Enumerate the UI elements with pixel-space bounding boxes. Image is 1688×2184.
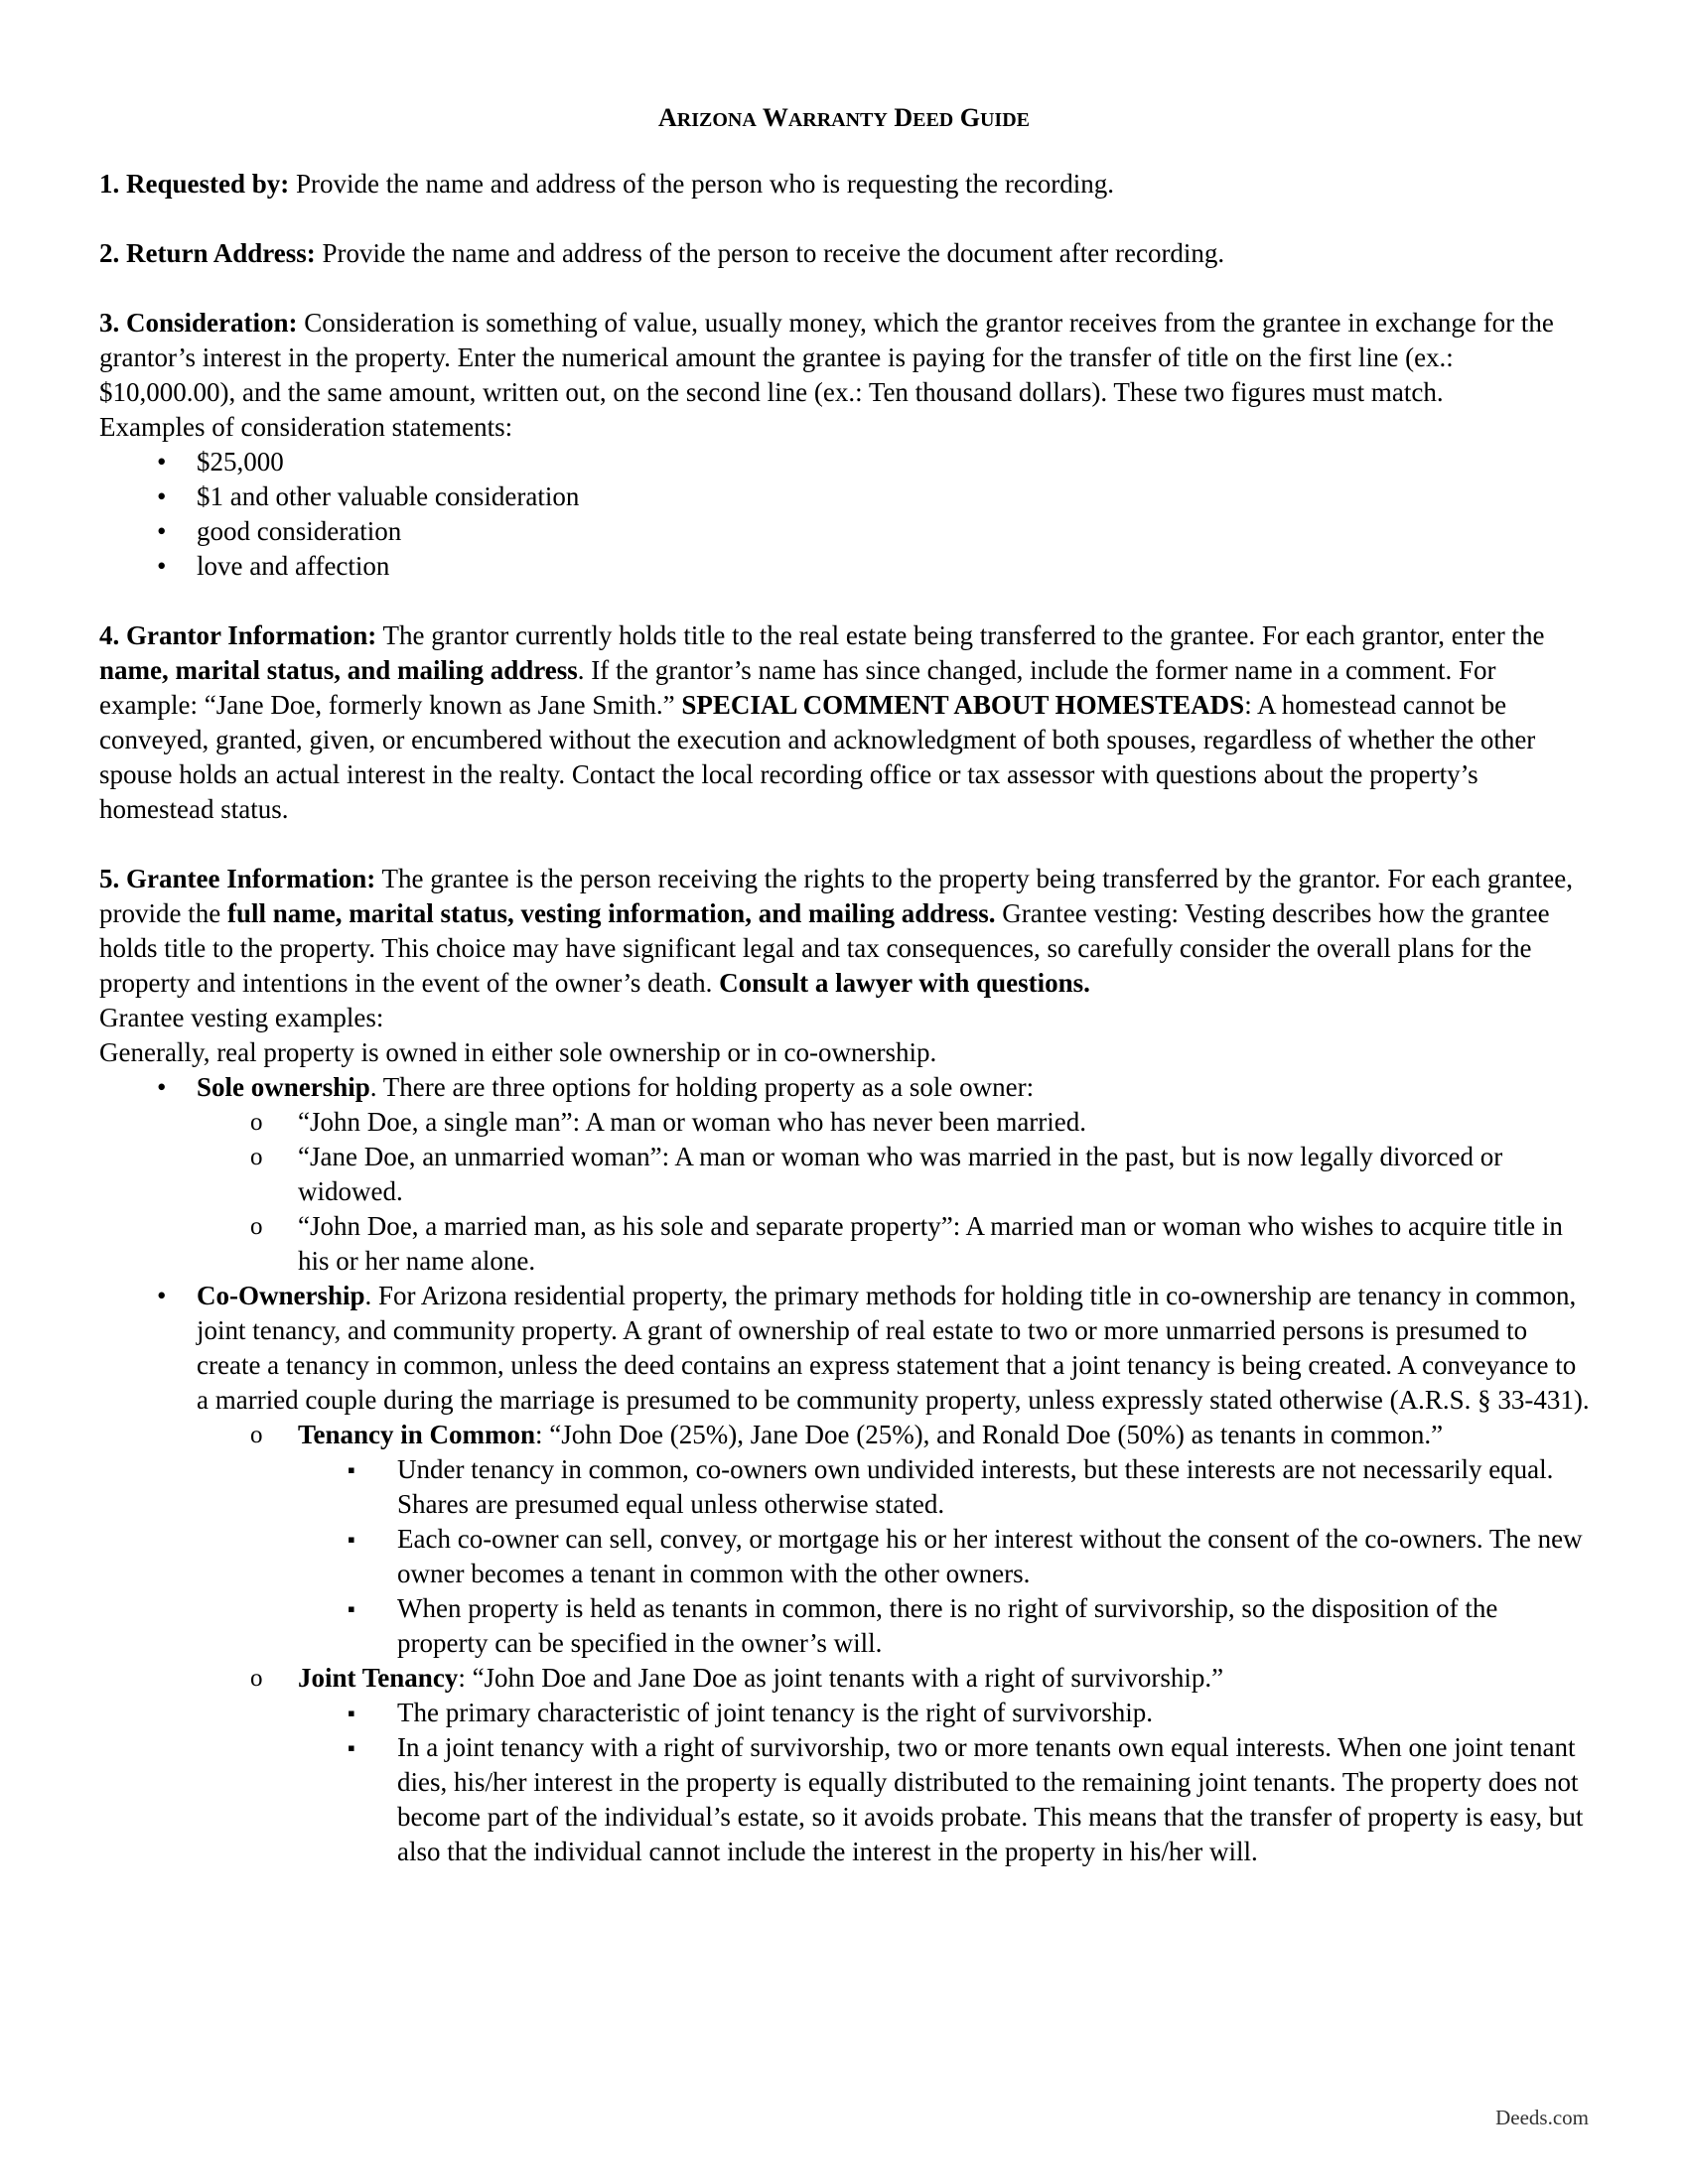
consideration-examples-intro: Examples of consideration statements:	[99, 412, 513, 442]
tenancy-in-common-item: o Tenancy in Common: “John Doe (25%), Jane Doe (25%), and Ronald Doe (50%) as tenants in common.”	[99, 1418, 1594, 1452]
sole-ownership-item: • Sole ownership. There are three options for holding property as a sole owner:	[99, 1070, 1594, 1105]
section-label: 3. Consideration:	[99, 308, 298, 338]
list-item: o “John Doe, a married man, as his sole and separate property”: A married man or woman who wishes to acquire title in his or her name alone.	[99, 1209, 1594, 1279]
document-body	[99, 167, 1594, 1869]
section-label: 5. Grantee Information:	[99, 864, 376, 893]
list-item: • $1 and other valuable consideration	[99, 479, 1594, 514]
vesting-examples-intro: Grantee vesting examples:	[99, 1003, 384, 1032]
list-item: ▪ When property is held as tenants in common, there is no right of survivorship, so the disposition of the property can be specified in the owner’s will.	[99, 1591, 1594, 1661]
list-item: o “Jane Doe, an unmarried woman”: A man or woman who was married in the past, but is now legally divorced or widowed.	[99, 1140, 1594, 1209]
list-item: ▪ In a joint tenancy with a right of survivorship, two or more tenants own equal interests. When one joint tenant dies, his/her interest in the property is equally distributed to the remaining joint tenants. The property does not become part of the individual’s estate, so it avoids probate. This means that the transfer of property is easy, but also that the individual cannot include the interest in the property in his/her will.	[99, 1730, 1594, 1869]
list-item: ▪ Each co-owner can sell, convey, or mortgage his or her interest without the consent of the co-owners. The new owner becomes a tenant in common with the other owners.	[99, 1522, 1594, 1591]
ownership-list	[99, 1070, 1594, 1869]
list-item: ▪ Under tenancy in common, co-owners own undivided interests, but these interests are not necessarily equal. Shares are presumed equal unless otherwise stated.	[99, 1452, 1594, 1522]
section-label: 2. Return Address:	[99, 238, 316, 268]
section-label: 4. Grantor Information:	[99, 620, 377, 650]
list-item: • $25,000	[99, 445, 1594, 479]
list-item: • good consideration	[99, 514, 1594, 549]
list-item: o “John Doe, a single man”: A man or woman who has never been married.	[99, 1105, 1594, 1140]
footer-watermark: Deeds.com	[1495, 2106, 1589, 2129]
ownership-general: Generally, real property is owned in either sole ownership or in co-ownership.	[99, 1037, 937, 1067]
consideration-examples-list	[99, 445, 1594, 584]
section-return-address: 2. Return Address: Provide the name and address of the person to receive the document after recording.	[99, 238, 1225, 268]
list-item: ▪ The primary characteristic of joint tenancy is the right of survivorship.	[99, 1696, 1594, 1730]
page-title: ARIZONA WARRANTY DEED GUIDE	[658, 103, 1030, 132]
section-grantor-information: 4. Grantor Information: The grantor currently holds title to the real estate being transferred to the grantee. For each grantor, enter the name, marital status, and mailing address. If the grantor’s name has since changed, include the former name in a comment. For example: “Jane Doe, formerly known as Jane Smith.” SPECIAL COMMENT ABOUT HOMESTEADS: A homestead cannot be conveyed, granted, given, or encumbered without the execution and acknowledgment of both spouses, regardless of whether the other spouse holds an actual interest in the realty. Contact the local recording office or tax assessor with questions about the property’s homestead status.	[99, 620, 1545, 824]
section-grantee-information: 5. Grantee Information: The grantee is the person receiving the rights to the property being transferred by the grantor. For each grantee, provide the full name, marital status, vesting information, and mailing address. Grantee vesting: Vesting describes how the grantee holds title to the property. This choice may have significant legal and tax consequences, so carefully consider the overall plans for the property and intentions in the event of the owner’s death. Consult a lawyer with questions.	[99, 864, 1574, 998]
joint-tenancy-item: o Joint Tenancy: “John Doe and Jane Doe as joint tenants with a right of survivorship.”	[99, 1661, 1594, 1696]
section-label: 1. Requested by:	[99, 169, 290, 199]
section-consideration: 3. Consideration: Consideration is something of value, usually money, which the grantor receives from the grantee in exchange for the grantor’s interest in the property. Enter the numerical amount the grantee is paying for the transfer of title on the first line (ex.: $10,000.00), and the same amount, written out, on the second line (ex.: Ten thousand dollars). These two figures must match.	[99, 308, 1554, 407]
section-requested-by: 1. Requested by: Provide the name and address of the person who is requesting the recording.	[99, 169, 1115, 199]
list-item: • love and affection	[99, 549, 1594, 584]
co-ownership-item: • Co-Ownership. For Arizona residential property, the primary methods for holding title in co-ownership are tenancy in common, joint tenancy, and community property. A grant of ownership of real estate to two or more unmarried persons is presumed to create a tenancy in common, unless the deed contains an express statement that a joint tenancy is being created. A conveyance to a married couple during the marriage is presumed to be community property, unless expressly stated otherwise (A.R.S. § 33-431).	[99, 1279, 1594, 1418]
